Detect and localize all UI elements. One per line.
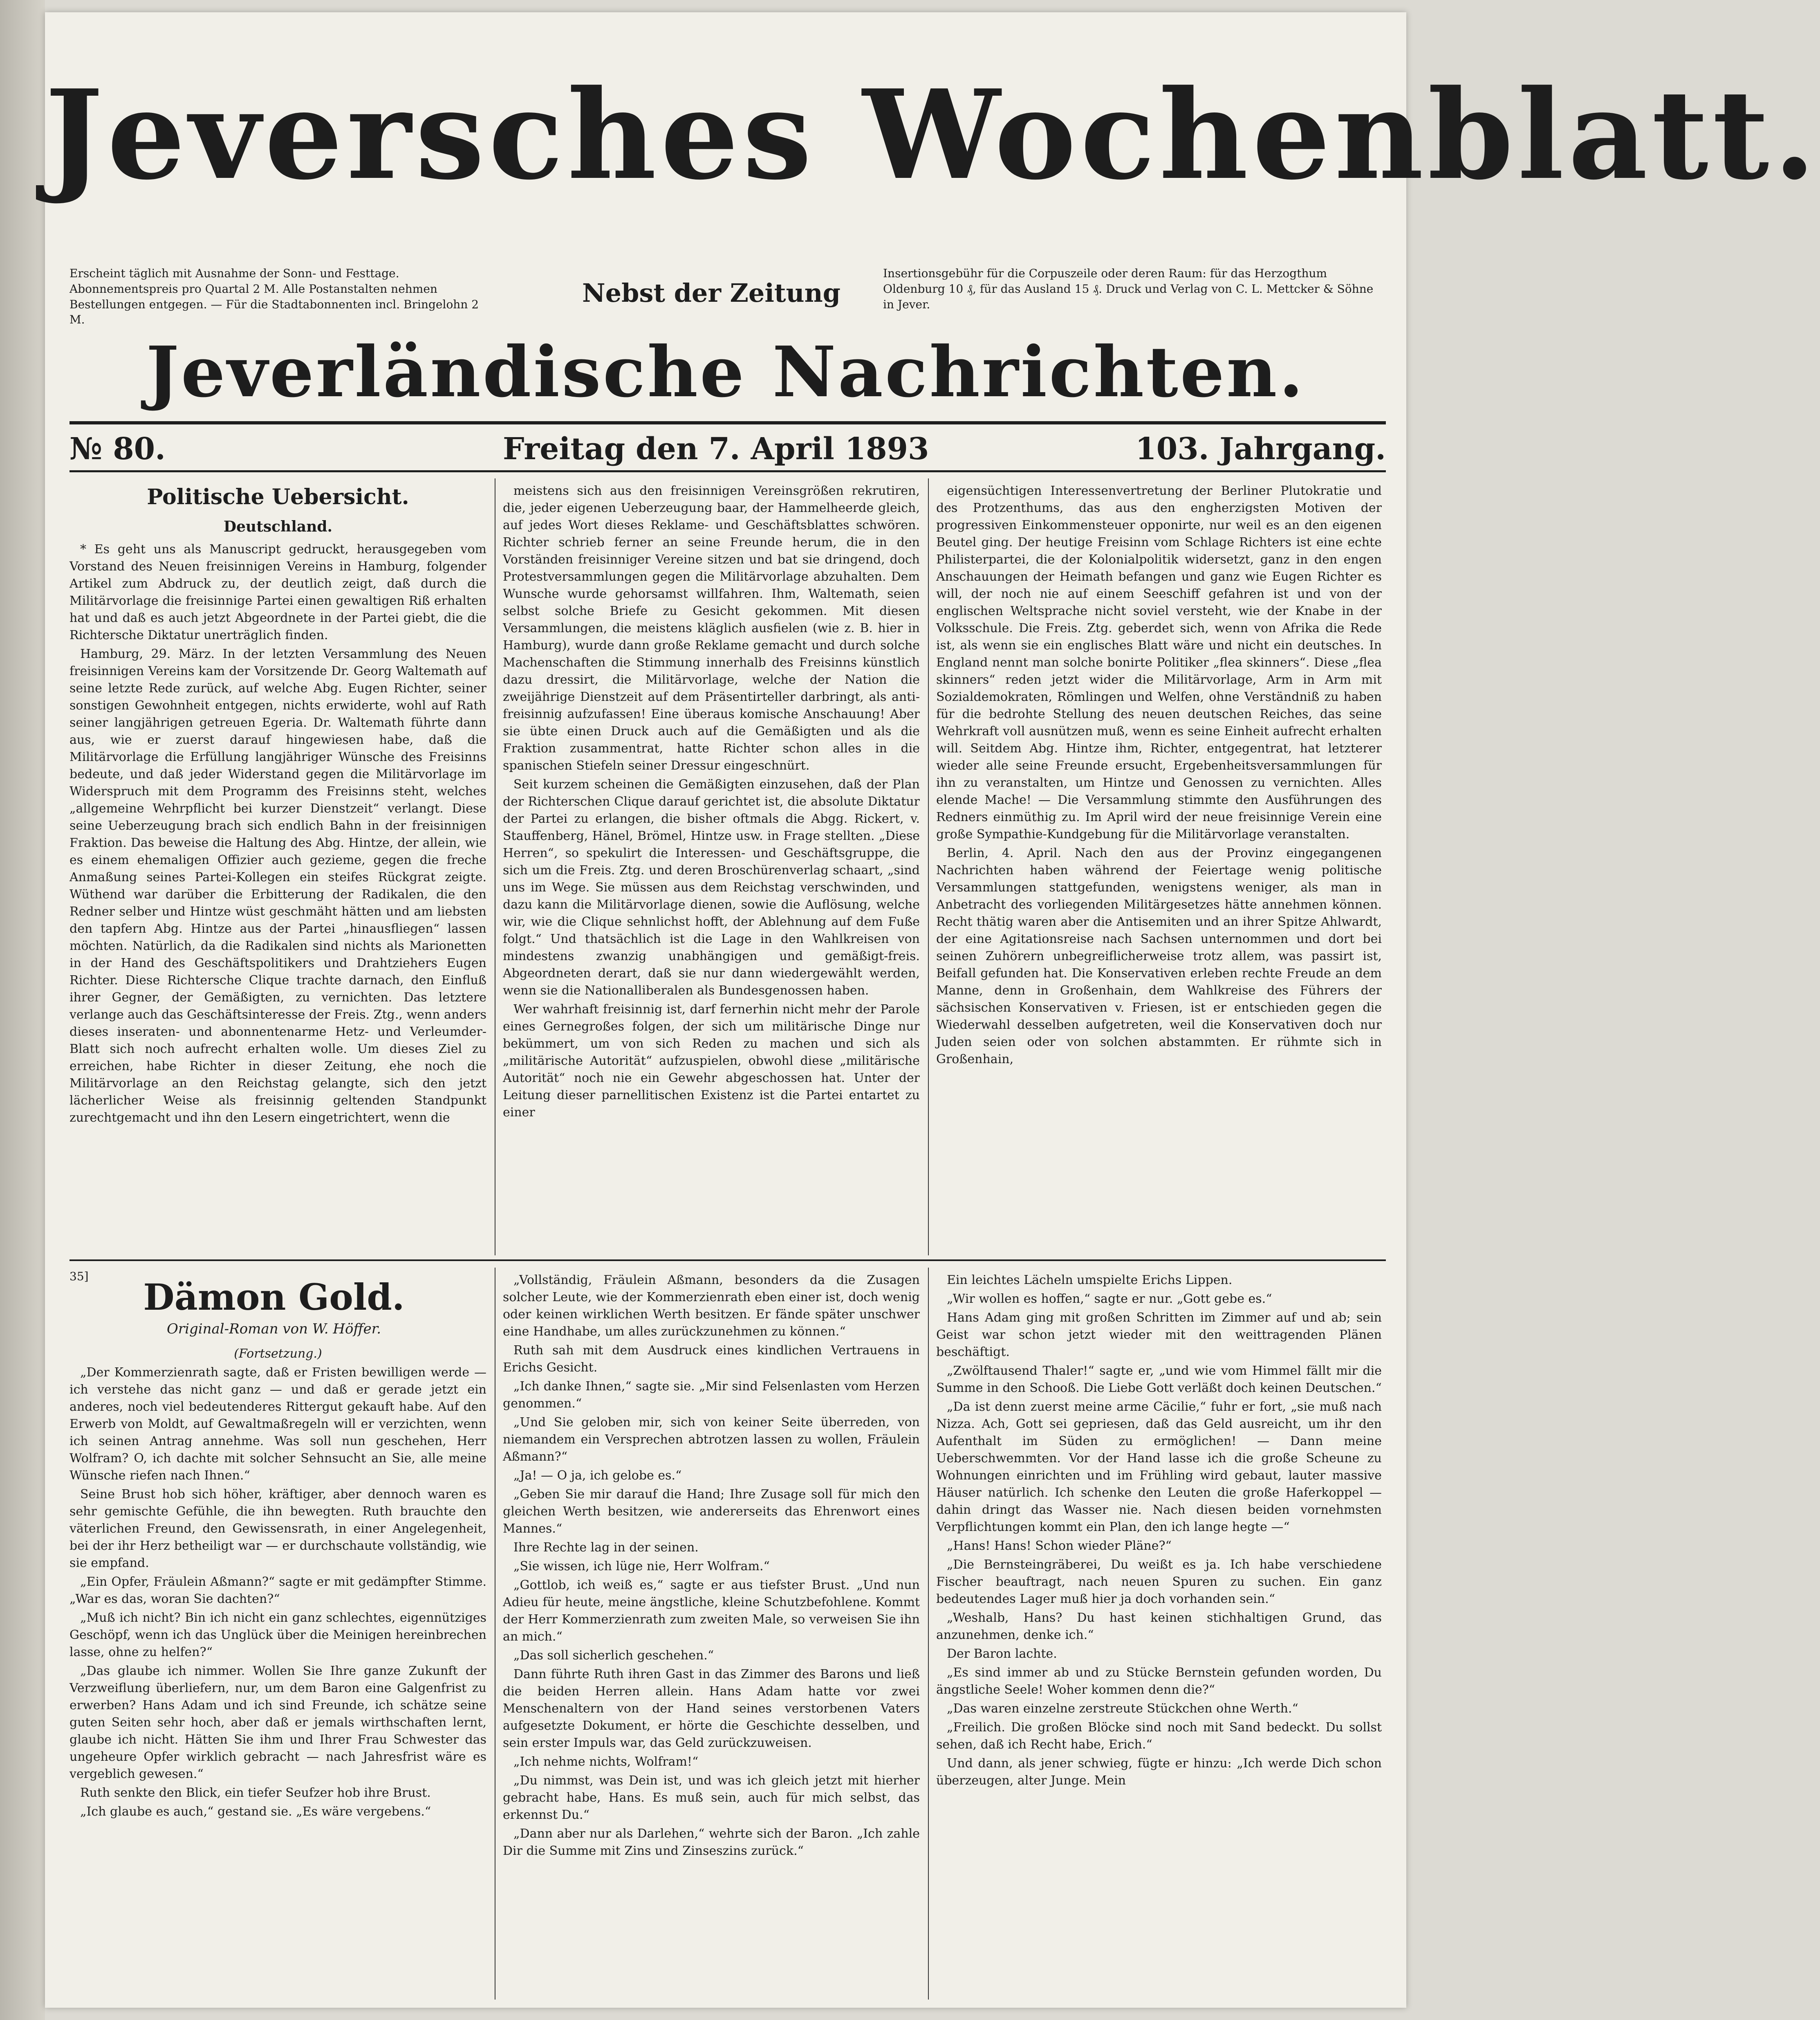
novel-paragraph: „Zwölftausend Thaler!“ sagte er, „und wie vom Himmel fällt mir die Summe in den Schooß. Die Liebe Gott verläßt doch keinen Deutschen.“ [936,1364,1382,1395]
novel-paragraph: „Da ist denn zuerst meine arme Cäcilie,“ fuhr er fort, „sie muß nach Nizza. Ach, Gott sei gepriesen, daß das Geld ausreicht, um ihr den Aufenthalt im Süden zu ermöglichen! — Dann meine Ueberschwemmten. Vor der Hand lasse ich die große Scheune zu Wohnungen einrichten und im Frühling wird gebaut, lauter massive Häuser natürlich. Ich schenke den Leuten die große Haferkoppel — dahin dringt das Wasser nie. Nach diesen beiden vornehmsten Verpflichtungen kommt ein Plan, den ich lange hegte —“ [936,1400,1382,1534]
column-divider [928,1268,929,2000]
serial-number: 35] [69,1270,89,1283]
novel-paragraph: „Der Kommerzienrath sagte, daß er Fristen bewilligen werde — ich verstehe das nicht ganz — und daß er gerade jetzt ein anderes, noch viel bedeutenderes Rittergut gekauft habe. Auf den Erwerb von Moldt, auf Gewaltmaßregeln will er verzichten, wenn ich seinen Antrag annehme. Was soll nun geschehen, Herr Wolfram? O, ich dachte mit solcher Sehnsucht an Sie, alle meine Wünsche riefen nach Ihnen.“ [69,1365,486,1483]
novel-paragraph: Seine Brust hob sich höher, kräftiger, aber dennoch waren es sehr gemischte Gefühle, die ihn bewegten. Ruth brauchte den väterlichen Freund, den Gewissensrath, in einer Angelegenheit, bei der ihr Herz betheiligt war — er durchschaute vollständig, wie sie empfand. [69,1487,486,1570]
novel-paragraph: „Ich glaube es auch,“ gestand sie. „Es wäre vergebens.“ [80,1805,431,1819]
novel-paragraph: „Wir wollen es hoffen,“ sagte er nur. „Gott gebe es.“ [947,1292,1272,1306]
novel-paragraph: „Ein Opfer, Fräulein Aßmann?“ sagte er mit gedämpfter Stimme. „War es das, woran Sie dachten?“ [69,1575,486,1606]
politics-column-1 [69,483,486,1251]
article-paragraph: eigensüchtigen Interessenvertretung der Berliner Plutokratie und des Protzenthums, das aus den engherzigsten Motiven der progressiven Einkommensteuer opponirte, nur weil es an den eigenen Beutel ging. Der heutige Freisinn vom Schlage Richters ist eine echte Philisterpartei, die der Kolonialpolitik widersetzt, ganz in den engen Anschauungen der Heimath befangen und ganz wie Eugen Richter es will, der noch nie auf einem Seeschiff gefahren ist und von der englischen Weltsprache nicht soviel versteht, wie der Knabe in der Volksschule. Die Freis. Ztg. geberdet sich, wenn von Afrika die Rede ist, als wenn sie ein englisches Blatt wäre und nicht ein deutsches. In England nennt man solche bonirte Politiker „flea skinners“. Diese „flea skinners“ reden jetzt wider die Militärvorlage, Arm in Arm mit Sozialdemokraten, Römlingen und Welfen, ohne Verständniß zu haben für die bedrohte Stellung des neuen deutschen Reiches, das seine Wehrkraft voll ausnützen muß, wenn es seine Einheit aufrecht erhalten will. Seitdem Abg. Hintze ihm, Richter, entgegentrat, hat letzterer wieder alle seine Freunde ersucht, Ergebenheitsversammlungen für ihn zu veranstalten, um Hintze und Genossen zu vernichten. Alles elende Mache! — Die Versammlung stimmte den Ausführungen des Redners einmüthig zu. Im April wird der neue freisinnige Verein eine große Sympathie-Kundgebung für die Militärvorlage veranstalten. [936,484,1382,842]
top-rule [69,421,1386,424]
novel-paragraph: „Hans! Hans! Schon wieder Pläne?“ [947,1539,1172,1553]
article-paragraph: Hamburg, 29. März. In der letzten Versammlung des Neuen freisinnigen Vereins kam der Vorsitzende Dr. Georg Waltemath auf seine letzte Rede zurück, auf welche Abg. Eugen Richter, seiner sonstigen Gewohnheit entgegen, nichts erwiderte, wohl auf Rath seiner langjährigen getreuen Egeria. Dr. Waltemath führte dann aus, wie er zuerst darauf hingewiesen habe, daß die Militärvorlage die Erfüllung langjähriger Wünsche des Freisinns bedeute, und daß jeder Widerstand gegen die Militärvorlage im Widerspruch mit dem Programm des Freisinns steht, welches „allgemeine Wehrpflicht bei kurzer Dienstzeit“ verlangt. Diese seine Ueberzeugung brach sich endlich Bahn in der freisinnigen Fraktion. Das beweise die Haltung des Abg. Hintze, der allein, wie es einem ehemaligen Offizier auch gezieme, gegen die freche Anmaßung seines Partei-Kollegen ein steifes Rückgrat zeigte. Wüthend war darüber die Erbitterung der Radikalen, die den Redner selber und Hintze wüst geschmäht hätten und am liebsten den tapfern Abg. Hintze aus der Partei „hinausfliegen“ lassen möchten. Natürlich, da die Radikalen sind nichts als Marionetten in der Hand des Geschäftspolitikers und Drahtziehers Eugen Richter. Diese Richtersche Clique trachte darnach, den Einfluß ihrer Gegner, der Gemäßigten, zu vernichten. Das letztere verlange auch das Geschäftsinteresse der Freis. Ztg., wenn anders dieses inseraten- und abonnentenarme Hetz- und Verleumder-Blatt sich noch aufrecht erhalten wolle. Um dieses Ziel zu erreichen, habe Richter in dieser Zeitung, ehe noch die Militärvorlage an den Reichstag gelangte, sich den jetzt lächerlicher Weise als freisinnig geltenden Standpunkt zurechtgemacht und ihn den Lesern eingetrichtert, wenn die [69,647,486,1125]
novel-paragraph: Der Baron lachte. [947,1647,1057,1661]
novel-column-1 [69,1345,486,2000]
novel-paragraph: „Das soll sicherlich geschehen.“ [513,1648,714,1663]
novel-paragraph: „Es sind immer ab und zu Stücke Bernstein gefunden worden, Du ängstliche Seele! Woher kommen denn die?“ [936,1665,1382,1697]
article-paragraph: meistens sich aus den freisinnigen Vereinsgrößen rekrutiren, die, jeder eigenen Ueberzeugung baar, der Hammelheerde gleich, auf jedes Wort dieses Reklame- und Geschäftsblattes schwören. Richter schrieb ferner an seine Freunde herum, die in den Vorständen freisinniger Vereine sitzen und bat sie dringend, doch Protestversammlungen gegen die Militärvorlage abzuhalten. Dem Wunsche wurde gehorsamst willfahren. Ihm, Waltemath, seien selbst solche Briefe zu Gesicht gekommen. Mit diesen Versammlungen, die meistens kläglich ausfielen (wie z. B. hier in Hamburg), wurde dann große Reklame gemacht und durch solche Machenschaften die Stimmung innerhalb des Freisinns künstlich dazu dressirt, die Militärvorlage, welche der Nation die zweijährige Dienstzeit auf dem Präsentirteller darbringt, als anti-freisinnig aufzufassen! Eine überaus komische Anschauung! Aber sie übte einen Druck auch auf die Gemäßigten und als die Fraktion zusammentrat, hatte Richter schon alles in die spanischen Stiefeln seiner Dressur eingeschnürt. [503,484,920,773]
novel-paragraph: „Gottlob, ich weiß es,“ sagte er aus tiefster Brust. „Und nun Adieu für heute, meine ängstliche, kleine Schutzbefohlene. Kommt der Herr Kommerzienrath zum zweiten Male, so verweisen Sie ihn an mich.“ [503,1578,920,1644]
volume-year: 103. Jahrgang. [1135,431,1386,467]
dateline-rule [69,470,1386,472]
novel-paragraph: „Freilich. Die großen Blöcke sind noch mit Sand bedeckt. Du sollst sehen, daß ich Recht habe, Erich.“ [936,1720,1382,1752]
novel-paragraph: Und dann, als jener schwieg, fügte er hinzu: „Ich werde Dich schon überzeugen, alter Junge. Mein [936,1756,1382,1788]
novel-title: Dämon Gold. [143,1276,405,1318]
novel-paragraph: „Weshalb, Hans? Du hast keinen stichhaltigen Grund, das anzunehmen, denke ich.“ [936,1611,1382,1642]
novel-column-3 [936,1272,1382,2000]
novel-paragraph: Ruth senkte den Blick, ein tiefer Seufzer hob ihre Brust. [80,1786,431,1800]
novel-author: Original-Roman von W. Höffer. [166,1321,381,1337]
novel-paragraph: „Sie wissen, ich lüge nie, Herr Wolfram.“ [513,1559,770,1573]
section-subheading: Deutschland. [223,518,333,535]
novel-paragraph: „Ich nehme nichts, Wolfram!“ [513,1755,699,1769]
novel-paragraph: „Du nimmst, was Dein ist, und was ich gleich jetzt mit hierher gebracht habe, Hans. Es muß sein, auch für mich selbst, das erkennst Du.“ [503,1773,920,1822]
masthead-title: Jeversches Wochenblatt. [45,63,1820,207]
newspaper-page [45,12,1820,2008]
advertising-info: Insertionsgebühr für die Corpuszeile oder deren Raum: für das Herzogthum Oldenburg 10 ₰, für das Ausland 15 ₰. Druck und Verlag von C. L. Mettcker & Söhne in Jever. [883,267,1374,311]
book-spine [0,0,45,2020]
novel-paragraph: „Die Bernsteingräberei, Du weißt es ja. Ich habe verschiedene Fischer beauftragt, nach neuen Spuren zu suchen. Ein ganz bedeutendes Lager muß hier ja doch vorhanden sein.“ [936,1558,1382,1606]
continued-note: (Fortsetzung.) [234,1347,322,1361]
dateline [69,431,1386,472]
novel-paragraph: Ruth sah mit dem Ausdruck eines kindlichen Vertrauens in Erichs Gesicht. [503,1343,920,1375]
feuilleton-rule [69,1259,1386,1261]
article-paragraph: * Es geht uns als Manuscript gedruckt, herausgegeben vom Vorstand des Neuen freisinnigen Vereins in Hamburg, folgender Artikel zum Abdruck zu, der deutlich zeigt, daß durch die Militärvorlage die freisinnige Partei einen gewaltigen Riß erhalten hat und daß es auch jetzt Abgeordnete in der Partei giebt, die die Richtersche Diktatur unerträglich finden. [69,542,486,643]
supplement-title: Jeverländische Nachrichten. [146,331,1305,413]
politics-column-2 [503,483,920,1251]
column-divider [928,478,929,1255]
novel-paragraph: „Dann aber nur als Darlehen,“ wehrte sich der Baron. „Ich zahle Dir die Summe mit Zins und Zinseszins zurück.“ [503,1827,920,1858]
novel-paragraph: „Das waren einzelne zerstreute Stückchen ohne Werth.“ [947,1701,1298,1716]
novel-paragraph: „Ich danke Ihnen,“ sagte sie. „Mir sind Felsenlasten vom Herzen genommen.“ [503,1379,920,1411]
novel-paragraph: „Und Sie geloben mir, sich von keiner Seite überreden, von niemandem ein Versprechen abtrotzen lassen zu wollen, Fräulein Aßmann?“ [503,1415,920,1464]
novel-paragraph: „Muß ich nicht? Bin ich nicht ein ganz schlechtes, eigennütziges Geschöpf, wenn ich das Unglück über die Meinigen hereinbrechen lasse, ohne zu helfen?“ [69,1611,486,1659]
issue-date: Freitag den 7. April 1893 [503,431,929,467]
supplement-note: Nebst der Zeitung [582,278,841,308]
novel-column-2 [503,1272,920,2000]
article-paragraph: Wer wahrhaft freisinnig ist, darf fernerhin nicht mehr der Parole eines Gernegroßes folgen, der sich um militärische Dinge nur bekümmert, um von sich Reden zu machen und sich als „militärische Autorität“ aufzuspielen, obwohl diese „militärische Autorität“ noch nie ein Gewehr abgeschossen hat. Unter der Leitung dieser parnellitischen Existenz ist die Partei entartet zu einer [503,1002,920,1120]
politics-column-3 [936,483,1382,1251]
article-paragraph: Berlin, 4. April. Nach den aus der Provinz eingegangenen Nachrichten haben während der Feiertage wenig politische Versammlungen stattgefunden, wenigstens weniger, als man in Anbetracht des vorliegenden Militärgesetzes hätte annehmen können. Recht thätig waren aber die Antisemiten und an ihrer Spitze Ahlwardt, der eine Agitationsreise nach Sachsen unternommen und dort bei seinen Zuhörern unbegreiflicherweise trotz allem, was passirt ist, Beifall gefunden hat. Die Konservativen erleben rechte Freude an dem Manne, denn in Großenhain, dem Wahlkreise des Führers der sächsischen Konservativen v. Friesen, ist er entschieden gegen die Wiederwahl desselben aufgetreten, weil die Konservativen doch nur Juden seien oder von solchen abstammten. Er rühmte sich in Großenhain, [936,846,1382,1066]
novel-paragraph: „Geben Sie mir darauf die Hand; Ihre Zusage soll für mich den gleichen Werth besitzen, wie andererseits das Ehrenwort eines Mannes.“ [503,1487,920,1536]
section-heading: Politische Uebersicht. [147,485,409,509]
novel-paragraph: Ein leichtes Lächeln umspielte Erichs Lippen. [947,1273,1233,1287]
novel-paragraph: „Das glaube ich nimmer. Wollen Sie Ihre ganze Zukunft der Verzweiflung überliefern, nur, um dem Baron eine Galgenfrist zu erwerben? Hans Adam und ich sind Freunde, ich schätze seine guten Seiten sehr hoch, aber daß er jemals wirthschaften lernt, glaube ich nicht. Hätten Sie ihm und Ihrer Frau Schwester das ungeheure Opfer wirklich gebracht — nach Jahresfrist wäre es vergeblich gewesen.“ [69,1664,486,1781]
novel-paragraph: Dann führte Ruth ihren Gast in das Zimmer des Barons und ließ die beiden Herren allein. Hans Adam hatte vor zwei Menschenaltern von der Hand seines verstorbenen Vaters aufgesetzte Dokument, er hörte die Geschichte desselben, und sein erster Impuls war, das Geld zurückzuweisen. [503,1667,920,1750]
subscription-info: Erscheint täglich mit Ausnahme der Sonn- und Festtage. Abonnementspreis pro Quartal 2 M. Alle Postanstalten nehmen Bestellungen entgegen. — Für die Stadtabonnenten incl. Bringelohn 2 M. [69,267,479,327]
novel-paragraph: „Ja! — O ja, ich gelobe es.“ [513,1468,682,1483]
article-paragraph: Seit kurzem scheinen die Gemäßigten einzusehen, daß der Plan der Richterschen Clique darauf gerichtet ist, die absolute Diktatur der Partei zu erlangen, die bisher oftmals die Abgg. Rickert, v. Stauffenberg, Hänel, Brömel, Hintze usw. in Frage stellten. „Diese Herren“, so spekulirt die Interessen- und Geschäftsgruppe, die sich um die Freis. Ztg. und deren Broschürenverlag schaart, „sind uns im Wege. Sie müssen aus dem Reichstag verschwinden, und dazu kann die Militärvorlage dienen, sowie die Auflösung, welche wir, wie die Clique sehnlichst hofft, der Ablehnung auf dem Fuße folgt.“ Und thatsächlich ist die Lage in den Wahlkreisen von mindestens zwanzig unabhängigen und gemäßigt-freis. Abgeordneten derart, daß sie nur dann wiedergewählt werden, wenn sie die Nationalliberalen als Bundesgenossen haben. [503,777,920,998]
novel-paragraph: Ihre Rechte lag in der seinen. [513,1540,699,1555]
novel-paragraph: „Vollständig, Fräulein Aßmann, besonders da die Zusagen solcher Leute, wie der Kommerzienrath eben einer ist, doch wenig oder keinen wirklichen Werth besitzen. Er fände später unschwer eine Handhabe, um alles zurückzunehmen zu können.“ [503,1273,920,1339]
novel-paragraph: Hans Adam ging mit großen Schritten im Zimmer auf und ab; sein Geist war schon jetzt wieder mit den weittragenden Plänen beschäftigt. [936,1311,1382,1359]
issue-number: № 80. [69,431,166,467]
